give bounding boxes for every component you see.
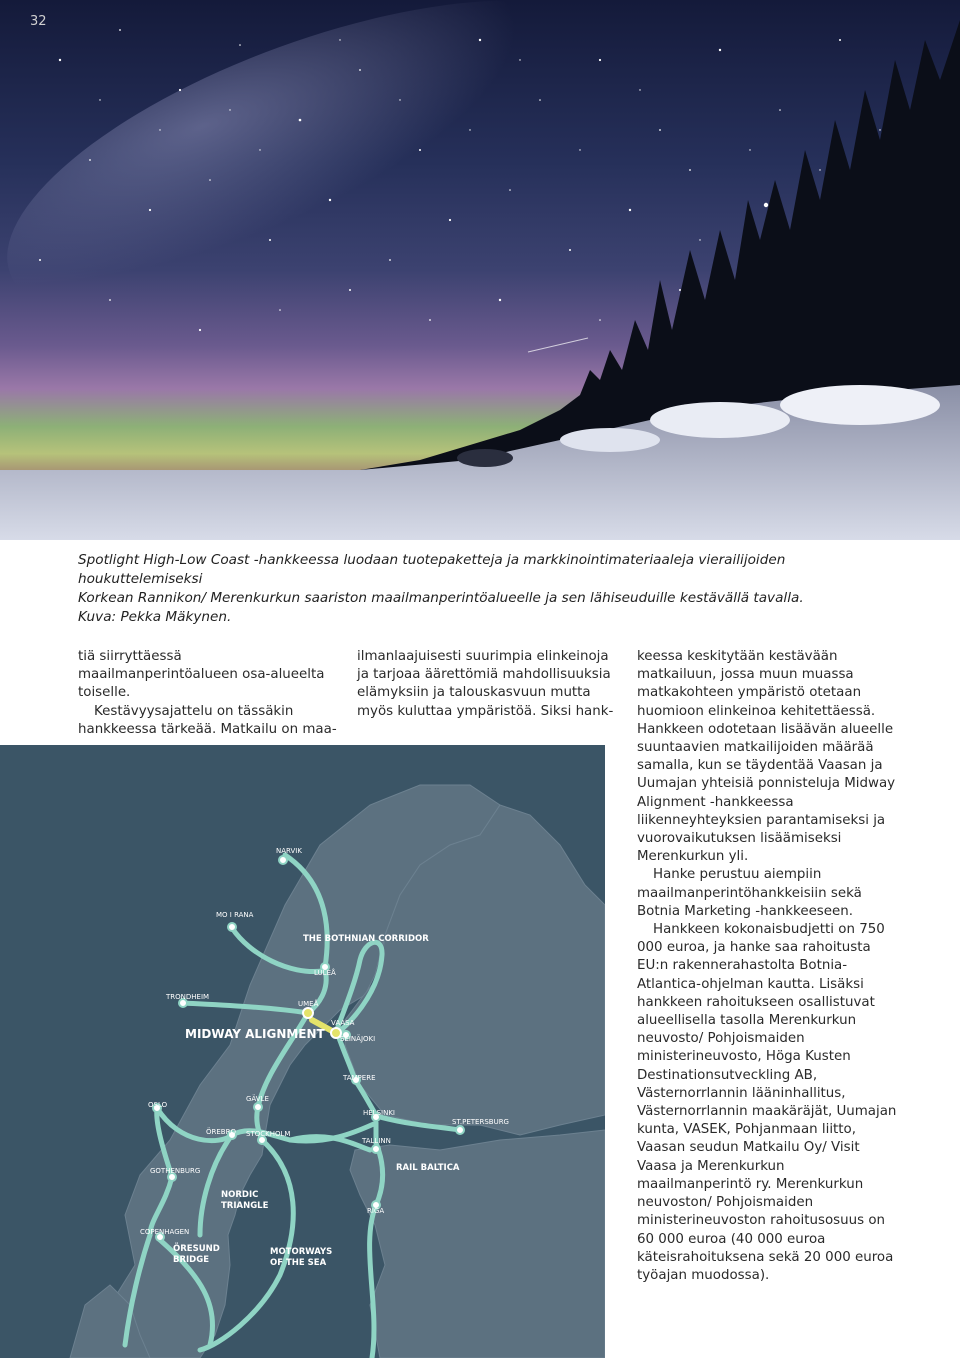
label-copenhagen: COPENHAGEN xyxy=(140,1228,190,1236)
label-orebro: ÖREBRO xyxy=(206,1128,236,1136)
marker-tallinn xyxy=(372,1145,380,1153)
label-motorways-1: MOTORWAYS xyxy=(270,1247,333,1257)
text-column-2 xyxy=(357,648,622,721)
photo-caption xyxy=(78,551,898,627)
transport-corridor-map xyxy=(0,745,605,1358)
label-bothnian-corridor: THE BOTHNIAN CORRIDOR xyxy=(303,934,429,944)
map-land-baltics xyxy=(350,1130,605,1358)
label-nordic-triangle-2: TRIANGLE xyxy=(221,1201,269,1211)
aurora-photo xyxy=(0,0,960,540)
text-column-1 xyxy=(78,648,343,739)
label-gavle: GÄVLE xyxy=(246,1095,269,1103)
label-tampere: TAMPERE xyxy=(343,1074,376,1082)
label-lulea: LULEÅ xyxy=(314,969,336,977)
label-narvik: NARVIK xyxy=(276,847,302,855)
label-gothenburg: GOTHENBURG xyxy=(150,1167,201,1175)
marker-st-petersburg xyxy=(456,1126,464,1134)
marker-gavle xyxy=(254,1103,262,1111)
label-rail-baltica: RAIL BALTICA xyxy=(396,1163,460,1173)
label-nordic-triangle-1: NORDIC xyxy=(221,1190,259,1200)
marker-mo-i-rana xyxy=(228,923,236,931)
label-oresund-2: BRIDGE xyxy=(173,1255,210,1265)
page-number: 32 xyxy=(30,14,47,29)
marker-narvik xyxy=(279,856,287,864)
paragraph: ilmanlaajuisesti suurimpia elinkeinoja ja tarjoaa äärettömiä mahdollisuuksia elämyksiin ja talouskasvuun mutta myös kuluttaa ympäristöä. Siksi hank- xyxy=(357,649,614,719)
label-seinajoki: SEINÄJOKI xyxy=(340,1035,376,1043)
caption-line-2: Korkean Rannikon/ Merenkurkun saariston maailmanperintöalueelle ja sen lähiseuduille kestävällä tavalla. xyxy=(78,590,804,606)
label-trondheim: TRONDHEIM xyxy=(166,993,210,1001)
paragraph: Hanke perustuu aiempiin maailmanperintöhankkeisiin sekä Botnia Marketing -hankkeeseen. xyxy=(637,867,862,919)
marker-umea xyxy=(303,1008,313,1018)
paragraph: Kestävyysajattelu on tässäkin hankkeessa tärkeää. Matkailu on maa- xyxy=(78,703,337,737)
label-oslo: OSLO xyxy=(148,1101,168,1109)
label-st-petersburg: ST.PETERSBURG xyxy=(452,1118,509,1126)
label-vaasa: VAASA xyxy=(331,1019,355,1027)
caption-credit: Kuva: Pekka Mäkynen. xyxy=(78,609,232,625)
paragraph: tiä siirryttäessä maailmanperintöalueen osa-alueelta toiselle. xyxy=(78,649,325,701)
label-oresund-1: ÖRESUND xyxy=(173,1244,220,1254)
text-column-3 xyxy=(637,648,899,1285)
label-mo-i-rana: MO I RANA xyxy=(216,911,254,919)
label-helsinki: HELSINKI xyxy=(363,1109,395,1117)
label-tallinn: TALLINN xyxy=(362,1137,391,1145)
label-midway-alignment: MIDWAY ALIGNMENT xyxy=(185,1027,325,1041)
caption-line-1: Spotlight High-Low Coast -hankkeessa luodaan tuotepaketteja ja markkinointimateriaaleja vierailijoiden houkuttelemiseksi xyxy=(78,552,786,587)
paragraph: Hankkeen kokonaisbudjetti on 750 000 euroa, ja hanke saa rahoitusta EU:n rakennerahastolta Botnia-Atlantica-ohjelman kautta. Lisäksi hankkeen rahoitukseen osallistuvat alueellisella tasolla Merenkurkun neuvosto/ Pohjoismaiden ministerineuvosto, Höga Kusten Destinationsutveckling AB, Västernorrlannin lääninhallitus, Västernorrlannin maakäräjät, Uumajan kunta, VASEK, Pohjanmaan liitto, Vaasan seudun Matkailu Oy/ Visit Vaasa ja Merenkurkun maailmanperintö ry. Merenkurkun neuvoston/ Pohjoismaiden ministerineuvoston rahoitusosuus on 60 000 euroa (40 000 euroa käteisrahoituksena sekä 20 000 euroa työajan muodossa). xyxy=(637,922,897,1283)
label-motorways-2: OF THE SEA xyxy=(270,1258,327,1268)
label-stockholm: STOCKHOLM xyxy=(246,1130,291,1138)
paragraph: keessa keskitytään kestävään matkailuun, jossa muun muassa matkakohteen ympäristö otetaan huomioon elinkeinoa kehitettäessä. Hankkeen odotetaan lisäävän alueelle suuntaavien matkailijoiden määrää samalla, kun se täydentää Vaasan ja Uumajan yhteisiä ponnisteluja Midway Alignment -hankkeessa liikenneyhteyksien parantamiseksi ja vuorovaikutuksen lisäämiseksi Merenkurkun yli. xyxy=(637,649,896,865)
label-riga: RIGA xyxy=(367,1207,385,1215)
label-umea: UMEÅ xyxy=(298,1000,319,1008)
